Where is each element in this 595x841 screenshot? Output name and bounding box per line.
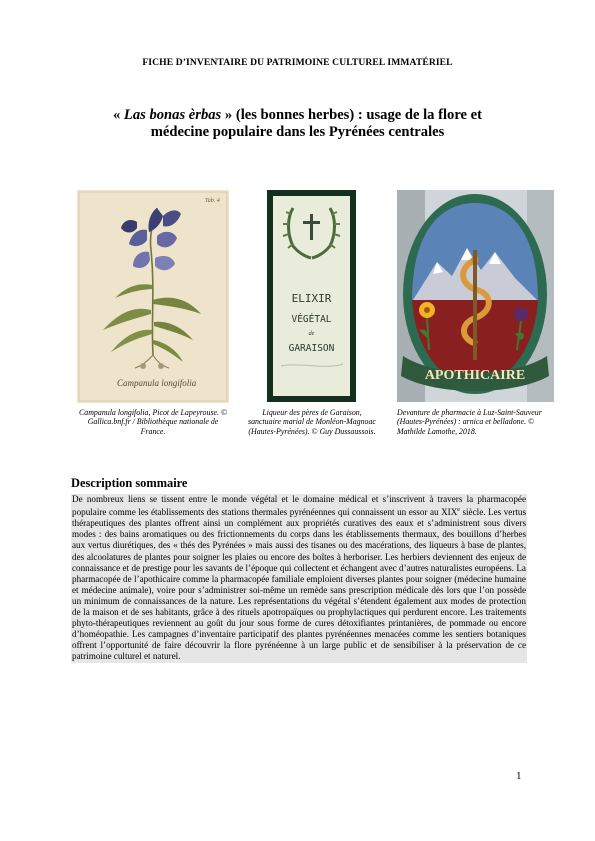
caption-apothicaire: Devanture de pharmacie à Luz-Saint-Sauveur (Hautes-Pyrénées) : arnica et belladone. © Mathilde Lamothe, 2018.: [397, 408, 542, 436]
apothicaire-sign-illustration: [397, 190, 554, 402]
title-line1-rest: (les bonnes herbes) : usage de la flore et: [232, 107, 483, 123]
caption-elixir: Liqueur des pères de Garaison, sanctuaire marial de Monléon-Magnoac (Hautes-Pyrénées). © Guy Dussaussois.: [248, 408, 376, 436]
document-title: « Las bonas èrbas » (les bonnes herbes) : usage de la flore et médecine populaire dans les Pyrénées centrales: [112, 107, 483, 140]
plate-mark: Tab. 4: [205, 198, 220, 204]
caption-campanula: Campanula longifolia, Picot de Lapeyrouse. © Gallica.bnf.fr / Bibliothèque nationale de France.: [79, 408, 227, 436]
elixir-label-illustration: [267, 190, 356, 402]
century-superscript: e: [457, 507, 460, 514]
figure-campanula: [77, 190, 229, 403]
document-header: FICHE D’INVENTAIRE DU PATRIMOINE CULTUREL IMMATÉRIEL: [142, 57, 453, 68]
apothicaire-text: APOTHICAIRE: [424, 368, 526, 383]
section-title: Description sommaire: [71, 476, 188, 490]
figure-apothicaire: [397, 190, 554, 402]
elixir-text: ELIXIR: [291, 292, 332, 305]
de-text: de: [308, 331, 315, 337]
description-part1: De nombreux liens se tissent entre le monde végétal et le domaine médical et s’inscrivent à travers la pharmacopée populaire comme les établissements des stations thermales pyrénéennes qui connaissent un essor au XIX: [72, 494, 526, 518]
campanula-illustration: [77, 190, 229, 403]
campanula-caption-script: Campanula longifolia: [117, 378, 197, 388]
title-occitan: Las bonas èrbas: [123, 107, 222, 123]
page-number: 1: [516, 770, 522, 782]
figure-elixir: [267, 190, 356, 402]
description-text: [71, 494, 527, 663]
title-line2: médecine populaire dans les Pyrénées centrales: [150, 124, 445, 140]
description-part2: siècle. Les vertus thérapeutiques des plantes offrent ainsi un complément aux propriétés curatives des eaux et s’administrent sous divers modes : des bains aromatiques ou des frictionnements du corps dans les établissements thermaux, des bouillons d’herbes aux vertus diurétiques, des « thés des Pyrénées » mais aussi des tisanes ou des macérations, des liqueurs à base de plantes, des alcoolatures de plantes pour soigner les plaies ou encore des boîtes à herboriser. Les herbiers deviennent des enjeux de connaissance et de prestige pour les savants de l’époque qui collectent et échangent avec d’autres naturalistes européens. La pharmacopée de l’apothicaire comme la pharmacopée familiale emploient diverses plantes pour soigner (médecine humaine et médecine animale), voire pour s’administrer soi-même un remède sans prescription médicale dès lors que l’on possède un minimum de connaissances de la nature. Les représentations du végétal s’étendent également aux modes de protection de la maison et de ses habitants, grâce à des rituels apotropaïques ou prophylactiques qui perdurent encore. Les traitements phyto-thérapeutiques reviennent au goût du jour sous forme de cures détoxifiantes printanières, de pommade ou encore d’homéopathie. Les campagnes d’inventaire participatif des plantes pyrénéennes menacées comme les sentiers botaniques offrent l’opportunité de faire découvrir la flore pyrénéenne à un large public et de sensibiliser à la préservation de ce patrimoine culturel et naturel.: [72, 507, 527, 662]
garaison-text: GARAISON: [288, 343, 335, 354]
vegetal-text: VÉGÉTAL: [291, 314, 332, 325]
